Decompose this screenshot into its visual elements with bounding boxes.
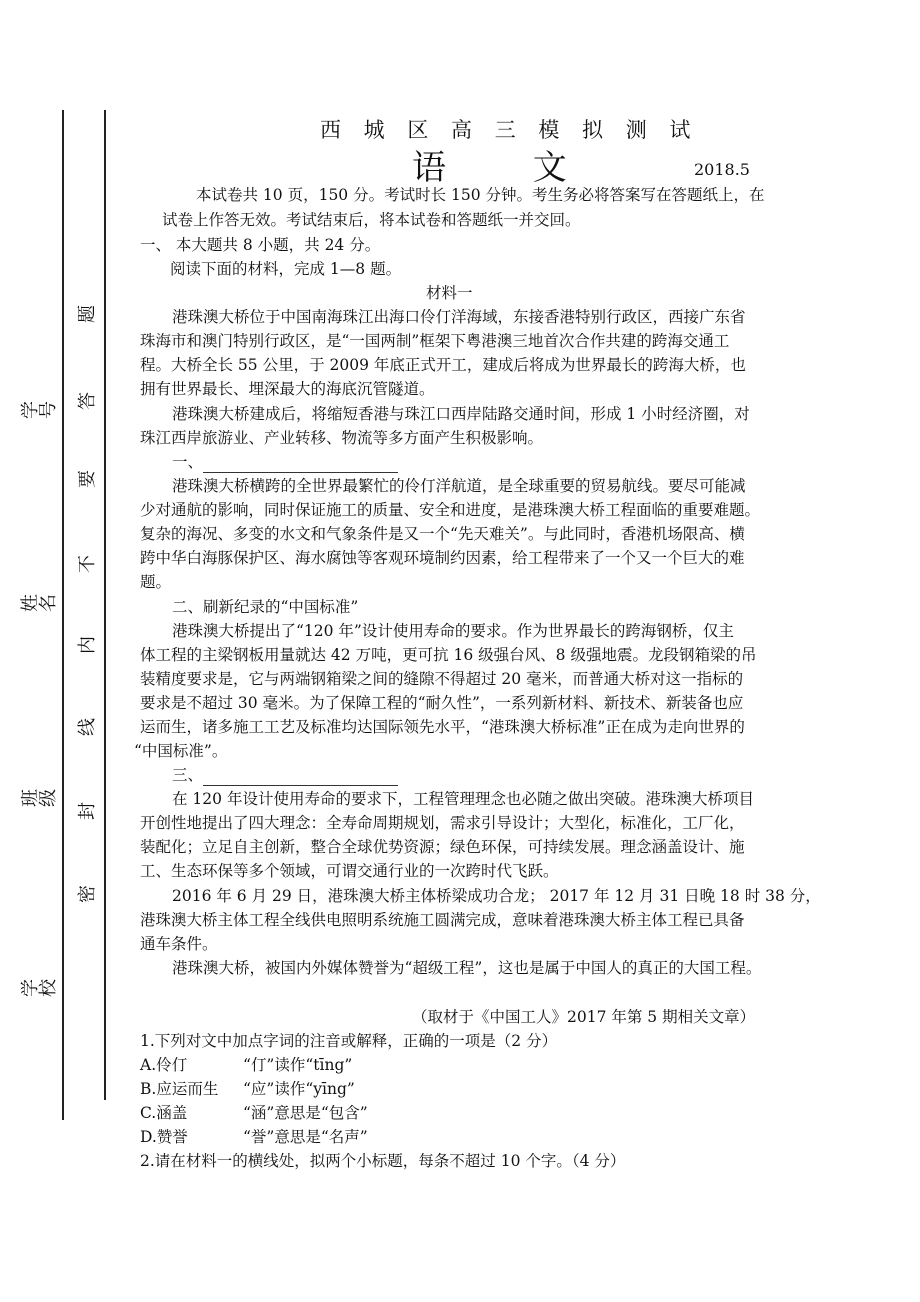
subheading-3-blank[interactable] [203,771,398,786]
para1-line4: 拥有世界最长、埋深最大的海底沉管隧道。 [140,380,435,398]
para3-line2: 少对通航的影响，同时保证施工的质量、安全和进度，是港珠澳大桥工程面临的重要难题。 [140,501,761,519]
subheading-1-blank[interactable] [203,458,398,473]
option-a-word[interactable]: A.伶仃 [140,1056,188,1074]
subheading-1: 一、 [172,451,398,473]
subheading-2: 二、刷新纪录的“中国标准” [172,598,359,616]
option-c-text: “涵”意思是“包含” [243,1104,368,1122]
option-d-word[interactable]: D.赞誉 [140,1128,188,1146]
label-name: 姓名 [20,594,59,612]
exam-date: 2018.5 [694,160,750,179]
para6-line1: 2016 年 6 月 29 日，港珠澳大桥主体桥梁成功合龙； 2017 年 12 月 31 日晚 18 时 38 分， [172,887,821,905]
seal-char-7: 封 [77,802,98,820]
seal-char-6: 线 [77,718,98,736]
para5-line1: 在 120 年设计使用寿命的要求下，工程管理理念也必随之做出突破。港珠澳大桥项目 [172,790,754,808]
binding-line-inner [104,110,106,1100]
para4-line4: 要求是不超过 30 毫米。为了保障工程的“耐久性”，一系列新材料、新技术、新装备也应 [140,694,744,712]
para5-line4: 工、生态环保等多个领域，可谓交通行业的一次跨时代飞跃。 [140,862,559,880]
seal-char-2: 答 [77,392,98,410]
label-class: 班级 [20,789,59,807]
label-school: 学校 [20,979,59,997]
para4-line2: 体工程的主梁钢板用量就达 42 万吨，更可抗 16 级强台风、8 级强地震。龙段钢箱梁的吊 [140,646,757,664]
seal-char-5: 内 [77,636,98,654]
seal-char-4: 不 [77,555,98,573]
option-b-text: “应”读作“yīng” [243,1080,355,1098]
para4-line3: 装精度要求是，它与两端钢箱梁之间的缝隙不得超过 20 毫米，而普通大桥对这一指标的 [140,670,744,688]
seal-char-8: 密 [77,885,98,903]
para1-line1: 港珠澳大桥位于中国南海珠江出海口伶仃洋海域，东接香港特别行政区，西接广东省 [172,308,746,326]
para5-line2: 开创性地提出了四大理念：全寿命周期规划，需求引导设计；大型化，标准化，工厂化， [140,814,745,832]
para1-line3: 程。大桥全长 55 公里，于 2009 年底正式开工，建成后将成为世界最长的跨海大桥，也 [140,356,746,374]
question-2: 2.请在材料一的横线处，拟两个小标题，每条不超过 10 个字。（4 分） [140,1152,626,1170]
student-id-underline [62,300,64,420]
para5-line3: 装配化；立足自主创新，整合全球优势资源；绿色环保，可持续发展。理念涵盖设计、施 [140,838,745,856]
para3-line1: 港珠澳大桥横跨的全世界最繁忙的伶仃洋航道，是全球重要的贸易航线。要尽可能减 [172,477,746,495]
section-one-heading: 一、 本大题共 8 小题，共 24 分。 [140,236,381,254]
option-b-word[interactable]: B.应运而生 [140,1080,219,1098]
seal-char-3: 要 [77,470,98,488]
option-a-text: “仃”读作“tīng” [243,1056,353,1074]
seal-char-1: 题 [77,305,98,323]
para2-line1: 港珠澳大桥建成后，将缩短香港与珠江口西岸陆路交通时间，形成 1 小时经济圈，对 [172,405,750,423]
label-student-id: 学号 [20,401,59,419]
para4-line1: 港珠澳大桥提出了“120 年”设计使用寿命的要求。作为世界最长的跨海钢桥，仅主 [172,622,734,640]
subject-title: 语 文 [412,148,605,188]
para6-line3: 通车条件。 [140,935,218,953]
reading-instruction: 阅读下面的材料，完成 1—8 题。 [170,260,402,278]
para3-line5: 题。 [140,573,172,591]
para2-line2: 珠江西岸旅游业、产业转移、物流等多方面产生积极影响。 [140,429,544,447]
para1-line2: 珠海市和澳门特别行政区，是“一国两制”框架下粤港澳三地首次合作共建的跨海交通工 [140,332,730,350]
instructions-line-1: 本试卷共 10 页，150 分。考试时长 150 分钟。考生务必将答案写在答题纸上，在 [196,186,765,204]
source-citation: （取材于《中国工人》2017 年第 5 期相关文章） [412,1008,756,1026]
para4-line5: 运而生，诸多施工工艺及标准均达国际领先水平，“港珠澳大桥标准”正在成为走向世界的 [140,718,745,736]
instructions-line-2: 试卷上作答无效。考试结束后，将本试卷和答题纸一并交回。 [162,211,581,229]
para6-line2: 港珠澳大桥主体工程全线供电照明系统施工圆满完成，意味着港珠澳大桥主体工程已具备 [140,911,745,929]
subheading-3: 三、 [172,764,398,786]
para3-line3: 复杂的海况、多变的水文和气象条件是又一个“先天难关”。与此同时，香港机场限高、横 [140,525,745,543]
para7-line1: 港珠澳大桥，被国内外媒体赞誉为“超级工程”，这也是属于中国人的真正的大国工程。 [172,959,762,977]
para3-line4: 跨中华白海豚保护区、海水腐蚀等客观环境制约因素，给工程带来了一个又一个巨大的难 [140,549,745,567]
material-one-title: 材料一 [426,284,473,302]
option-c-word[interactable]: C.涵盖 [140,1104,188,1122]
para4-line6: “中国标准”。 [134,742,228,760]
option-d-text: “誉”意思是“名声” [243,1128,368,1146]
binding-line-outer [62,110,64,1120]
question-1: 1.下列对文中加点字词的注音或解释，正确的一项是（2 分） [140,1032,558,1050]
exam-title: 西 城 区 高 三 模 拟 测 试 [320,118,699,142]
